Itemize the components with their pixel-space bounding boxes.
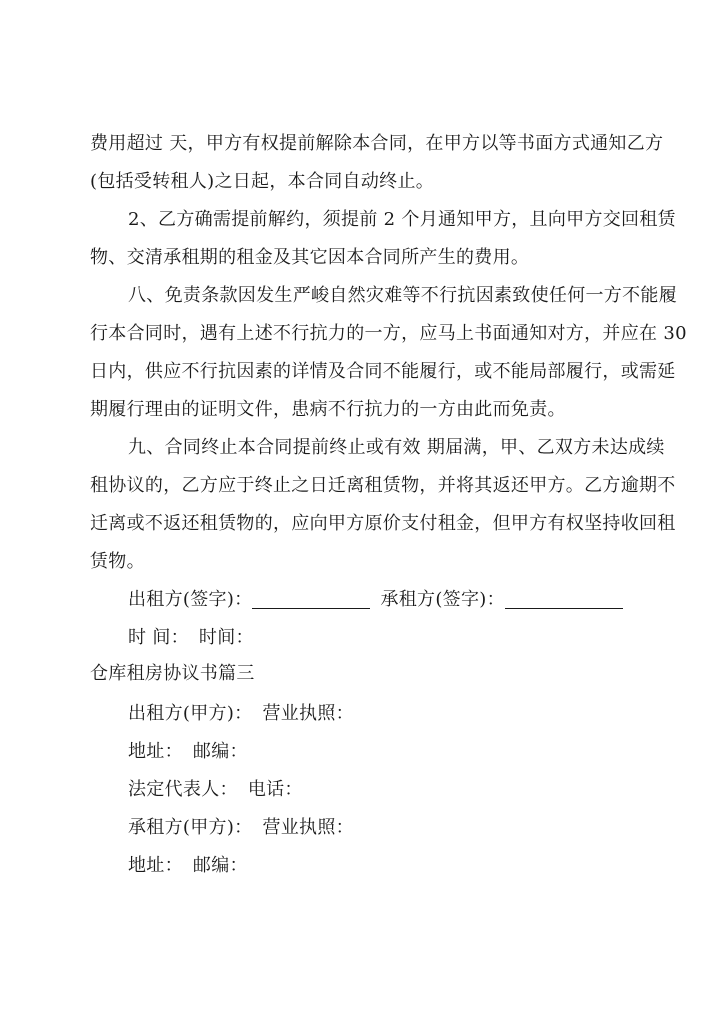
lessee-signature-blank[interactable] — [505, 590, 623, 609]
postcode-label: 邮编： — [192, 855, 248, 876]
postcode-label: 邮编： — [192, 741, 248, 762]
paragraph-line: (包括受转租人)之日起，本合同自动终止。 — [90, 171, 435, 192]
time-label-lessor: 时 间： — [128, 627, 189, 648]
legal-rep-label: 法定代表人： — [128, 779, 238, 800]
lessor-signature-label: 出租方(签字)： — [128, 589, 253, 610]
time-row — [128, 626, 254, 650]
lessor-signature-blank[interactable] — [252, 590, 370, 609]
lessor-license-label: 营业执照： — [262, 703, 354, 724]
paragraph-line: 迁离或不返还租赁物的，应向甲方原价支付租金，但甲方有权坚持收回租 — [90, 513, 676, 534]
lessor-label: 出租方(甲方)： — [128, 703, 253, 724]
address-label: 地址： — [128, 855, 183, 876]
lessee-row — [128, 816, 354, 840]
paragraph-line: 九、合同终止本合同提前终止或有效 期届满，甲、乙双方未达成续 — [128, 437, 665, 458]
paragraph-line: 物、交清承租期的租金及其它因本合同所产生的费用。 — [90, 247, 530, 268]
time-label-lessee: 时间： — [198, 627, 254, 648]
address-row — [128, 854, 248, 878]
paragraph-line: 期履行理由的证明文件，患病不行抗力的一方由此而免责。 — [90, 399, 566, 420]
paragraph-line: 费用超过 天，甲方有权提前解除本合同，在甲方以等书面方式通知乙方 — [90, 133, 664, 154]
lessee-signature-label: 承租方(签字)： — [380, 589, 505, 610]
paragraph-line: 赁物。 — [90, 551, 145, 572]
section-title: 仓库租房协议书篇三 — [90, 663, 255, 684]
address-row — [128, 740, 248, 764]
lessee-label: 承租方(甲方)： — [128, 817, 253, 838]
legal-rep-row — [128, 778, 303, 802]
lessor-row — [128, 702, 354, 726]
signature-row — [128, 588, 623, 612]
paragraph-line: 行本合同时，遇有上述不行抗力的一方，应马上书面通知对方，并应在 30 — [90, 323, 687, 344]
phone-label: 电话： — [247, 779, 303, 800]
address-label: 地址： — [128, 741, 183, 762]
lessee-license-label: 营业执照： — [262, 817, 354, 838]
paragraph-line: 日内，供应不行抗因素的详情及合同不能履行，或不能局部履行，或需延 — [90, 361, 676, 382]
paragraph-line: 八、免责条款因发生严峻自然灾难等不行抗因素致使任何一方不能履 — [128, 285, 677, 306]
paragraph-line: 租协议的，乙方应于终止之日迁离租赁物，并将其返还甲方。乙方逾期不 — [90, 475, 676, 496]
paragraph-line: 2、乙方确需提前解约，须提前 2 个月通知甲方，且向甲方交回租赁 — [128, 209, 676, 230]
